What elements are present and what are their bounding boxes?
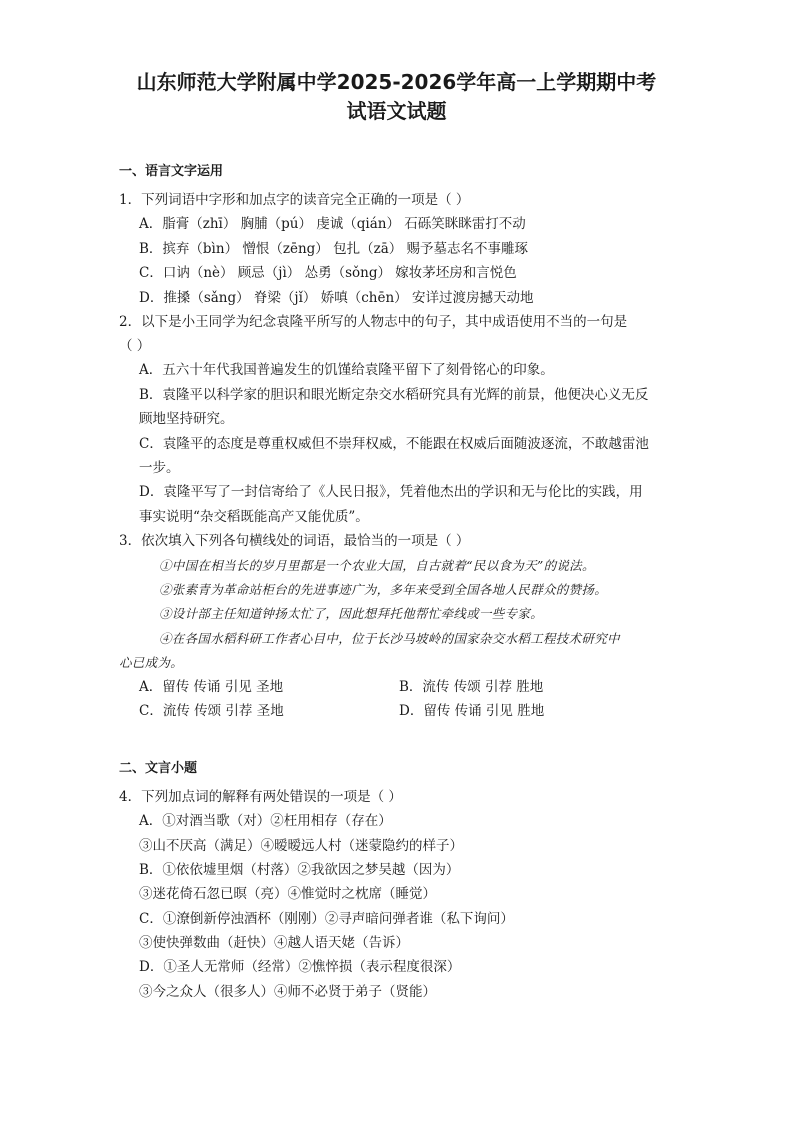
q3-option-d: D．留传 传诵 引见 胜地 <box>399 703 545 719</box>
q4-option-d-line-1: D．①圣人无常师（经常）②憔悴损（表示程度很深） <box>139 959 461 975</box>
q1-option-b: B．摈弃（bìn） 憎恨（zēng） 包扎（zā） 赐予墓志名不事雕琢 <box>139 241 529 257</box>
q2-option-b-line-2: 顾地坚持研究。 <box>139 411 234 427</box>
q4-option-a-line-1: A．①对酒当歌（对）②枉用相存（存在） <box>139 813 392 829</box>
q4-option-c-line-2: ③使快弹数曲（赶快）④越人语天姥（告诉） <box>139 935 409 951</box>
q4-option-b-line-1: B．①依依墟里烟（村落）②我欲因之梦吴越（因为） <box>139 862 460 878</box>
q3-sentence-1: ①中国在相当长的岁月里都是一个农业大国，自古就着“民以食为天”的说法。 <box>159 558 595 573</box>
q1-stem: 1．下列词语中字形和加点字的读音完全正确的一项是（ ） <box>119 192 470 208</box>
q4-option-b-line-2: ③迷花倚石忽已暝（亮）④惟觉时之枕席（睡觉） <box>139 886 436 902</box>
q4-stem: 4．下列加点词的解释有两处错误的一项是（ ） <box>119 789 402 805</box>
q1-option-d: D．推搡（sǎng） 脊梁（jǐ） 娇嗔（chēn） 安详过渡房撼天动地 <box>139 290 534 306</box>
q3-sentence-4-line-2: 心已成为。 <box>119 655 184 670</box>
q1-option-a: A．脂膏（zhī） 胸脯（pú） 虔诚（qián） 石砾笑眯眯雷打不动 <box>139 216 526 232</box>
q4-option-a-line-2: ③山不厌高（满足）④暧暧远人村（迷蒙隐约的样子） <box>139 838 463 854</box>
q2-option-b-line-1: B．袁隆平以科学家的胆识和眼光断定杂交水稻研究具有光辉的前景，他便决心义无反 <box>139 387 649 403</box>
q2-option-a: A．五六十年代我国普遍发生的饥馑给袁隆平留下了刻骨铭心的印象。 <box>139 362 554 378</box>
q2-option-d-line-1: D．袁隆平写了一封信寄给了《人民日报》，凭着他杰出的学识和无与伦比的实践，用 <box>139 484 643 500</box>
q1-option-c: C．口讷（nè） 顾忌（jì） 怂勇（sǒng） 嫁妆茅坯房和言悦色 <box>139 265 517 281</box>
q2-stem-line-2: （ ） <box>119 338 151 354</box>
q3-option-c: C．流传 传颂 引荐 圣地 <box>139 703 284 719</box>
section-heading-classical-chinese: 二、文言小题 <box>119 761 198 776</box>
q4-option-c-line-1: C．①潦倒新停浊酒杯（刚刚）②寻声暗问弹者谁（私下询问） <box>139 911 514 927</box>
q2-stem-line-1: 2．以下是小王同学为纪念袁隆平所写的人物志中的句子，其中成语使用不当的一句是 <box>119 314 628 330</box>
q4-option-d-line-2: ③今之众人（很多人）④师不必贤于弟子（贤能） <box>139 984 436 1000</box>
exam-title-line-1: 山东师范大学附属中学2025-2026学年高一上学期期中考 <box>136 70 657 94</box>
q2-option-d-line-2: 事实说明“杂交稻既能高产又能优质”。 <box>139 509 369 525</box>
q2-option-c-line-1: C．袁隆平的态度是尊重权威但不崇拜权威，不能跟在权威后面随波逐流，不敢越雷池 <box>139 436 649 452</box>
q2-option-c-line-2: 一步。 <box>139 460 180 476</box>
q3-option-a: A．留传 传诵 引见 圣地 <box>139 679 284 695</box>
exam-title-line-2: 试语文试题 <box>346 99 447 123</box>
q3-option-b: B．流传 传颂 引荐 胜地 <box>399 679 544 695</box>
q3-sentence-2: ②张素青为革命站柜台的先进事迹广为，多年来受到全国各地人民群众的赞扬。 <box>159 582 608 597</box>
q3-sentence-3: ③设计部主任知道钟扬太忙了，因此想拜托他帮忙牵线或一些专家。 <box>159 606 544 621</box>
q3-sentence-4-line-1: ④在各国水稻科研工作者心目中，位于长沙马坡岭的国家杂交水稻工程技术研究中 <box>159 631 620 646</box>
section-heading-language: 一、语言文字运用 <box>119 164 224 179</box>
q3-stem: 3．依次填入下列各句横线处的词语，最恰当的一项是（ ） <box>119 533 470 549</box>
